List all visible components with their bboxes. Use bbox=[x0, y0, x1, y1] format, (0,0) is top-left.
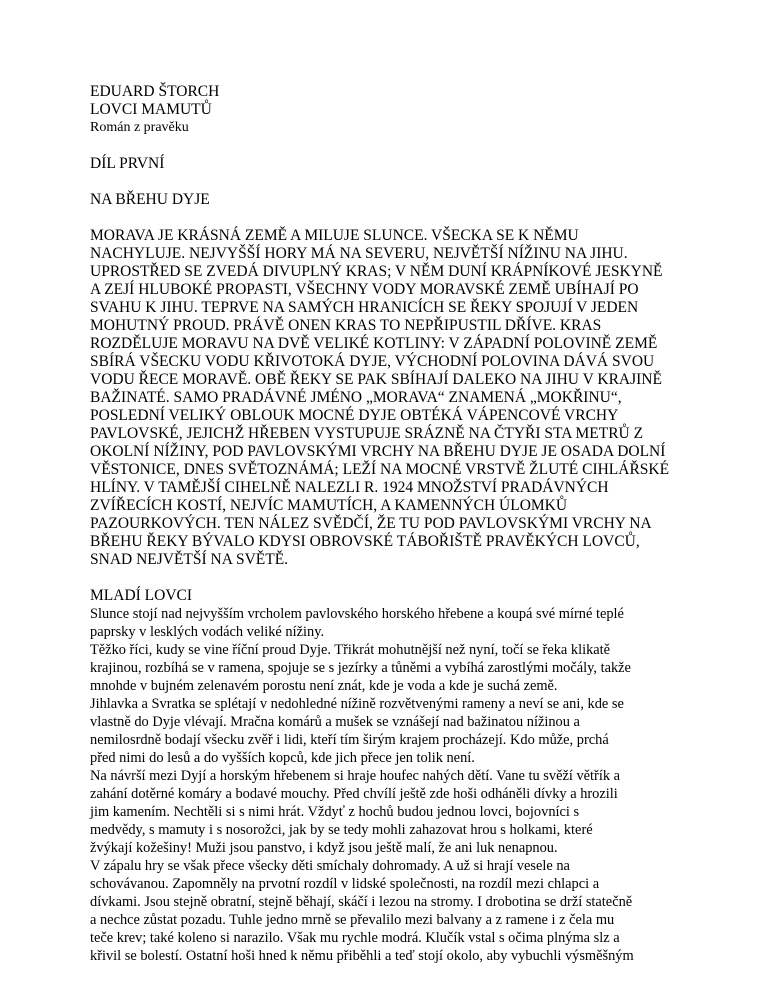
body-line: V zápalu hry se však přece všecky děti smíchaly dohromady. A už si hrají vesele na bbox=[90, 858, 570, 874]
intro-line: BAŽINATÉ. SAMO PRADÁVNÉ JMÉNO „MORAVA“ ZNAMENÁ „MOKŘINU“, bbox=[90, 389, 622, 406]
chapter-heading: NA BŘEHU DYJE bbox=[90, 191, 210, 208]
intro-line: PAVLOVSKÉ, JEJICHŽ HŘEBEN VYSTUPUJE SRÁZNĚ NA ČTYŘI STA METRŮ Z bbox=[90, 425, 644, 442]
body-line: před nimi do lesů a do vyšších kopců, kde jich přece jen tolik není. bbox=[90, 750, 475, 766]
body-line: Na návrší mezi Dyjí a horským hřebenem si hraje houfec nahých dětí. Vane tu svěží větřík a bbox=[90, 768, 621, 784]
body-line: dívkami. Jsou stejně obratní, stejně běhají, skáčí i lezou na stromy. I drobotina se drží statečně bbox=[90, 894, 633, 910]
intro-line: VĚSTONICE, DNES SVĚTOZNÁMÁ; LEŽÍ NA MOCNÉ VRSTVĚ ŽLUTÉ CIHLÁŘSKÉ bbox=[90, 461, 670, 478]
intro-line: NACHYLUJE. NEJVYŠŠÍ HORY MÁ NA SEVERU, NEJVĚTŠÍ NÍŽINU NA JIHU. bbox=[90, 245, 628, 262]
intro-line: ROZDĚLUJE MORAVU NA DVĚ VELIKÉ KOTLINY: V ZÁPADNÍ POLOVINĚ ZEMĚ bbox=[90, 335, 658, 352]
body-line: Jihlavka a Svratka se splétají v nedohledné nížině rozvětvenými rameny a neví se ani, kde se bbox=[90, 696, 624, 712]
intro-line: SVAHU K JIHU. TEPRVE NA SAMÝCH HRANICÍCH SE ŘEKY SPOJUJÍ V JEDEN bbox=[90, 299, 639, 316]
body-line: Těžko říci, kudy se vine říční proud Dyje. Třikrát mohutnější než nyní, točí se řeka klikatě bbox=[90, 642, 611, 658]
intro-line: VODU ŘECE MORAVĚ. OBĚ ŘEKY SE PAK SBÍHAJÍ DALEKO NA JIHU V KRAJINĚ bbox=[90, 371, 662, 388]
book-title: LOVCI MAMUTŮ bbox=[90, 101, 212, 118]
intro-line: MOHUTNÝ PROUD. PRÁVĚ ONEN KRAS TO NEPŘIPUSTIL DŘÍVE. KRAS bbox=[90, 317, 602, 334]
intro-line: UPROSTŘED SE ZVEDÁ DIVUPLNÝ KRAS; V NĚM DUNÍ KRÁPNÍKOVÉ JESKYNĚ bbox=[90, 263, 663, 280]
intro-line: A ZEJÍ HLUBOKÉ PROPASTI, VŠECHNY VODY MORAVSKÉ ZEMĚ UBÍHAJÍ PO bbox=[90, 281, 639, 298]
intro-line: OKOLNÍ NÍŽINY, POD PAVLOVSKÝMI VRCHY NA BŘEHU DYJE JE OSADA DOLNÍ bbox=[90, 443, 666, 460]
intro-line: SBÍRÁ VŠECKU VODU KŘIVOTOKÁ DYJE, VÝCHODNÍ POLOVINA DÁVÁ SVOU bbox=[90, 353, 655, 370]
intro-line: HLÍNY. V TAMĚJŠÍ CIHELNĚ NALEZLI R. 1924 MNOŽSTVÍ PRADÁVNÝCH bbox=[90, 479, 609, 496]
body-line: krajinou, rozbíhá se v ramena, spojuje se s jezírky a tůněmi a vybíhá zarostlými močály, takže bbox=[90, 660, 631, 676]
intro-paragraph bbox=[90, 227, 690, 569]
intro-line: POSLEDNÍ VELIKÝ OBLOUK MOCNÉ DYJE OBTÉKÁ VÁPENCOVÉ VRCHY bbox=[90, 407, 619, 424]
intro-line: ZVÍŘECÍCH KOSTÍ, NEJVÍC MAMUTÍCH, A KAMENNÝCH ÚLOMKŮ bbox=[90, 497, 568, 514]
intro-line: SNAD NEJVĚTŠÍ NA SVĚTĚ. bbox=[90, 551, 289, 568]
body-line: a nechce zůstat pozadu. Tuhle jedno mrně se převalilo mezi balvany a z ramene i z čela mu bbox=[90, 912, 615, 928]
part-heading: DÍL PRVNÍ bbox=[90, 155, 165, 172]
body-line: křivil se bolestí. Ostatní hoši hned k němu přiběhli a teď stojí okolo, aby vybuchli výsměšným bbox=[90, 948, 634, 964]
intro-line: BŘEHU ŘEKY BÝVALO KDYSI OBROVSKÉ TÁBOŘIŠTĚ PRAVĚKÝCH LOVCŮ, bbox=[90, 533, 640, 550]
body-line: teče krev; také koleno si narazilo. Však mu rychle modrá. Klučík vstal s očima plnýma slz a bbox=[90, 930, 620, 946]
body-line: vlastně do Dyje vlévají. Mračna komárů a mušek se vznášejí nad bažinatou nížinou a bbox=[90, 714, 580, 730]
body-line: nemilosrdně bodají všecku zvěř i lidi, kteří tím širým krajem procházejí. Kdo může, prchá bbox=[90, 732, 609, 748]
body-line: mnohde v bujném zelenavém porostu není znát, kde je voda a kde je suchá země. bbox=[90, 678, 558, 694]
body-line: žvýkají kožešiny! Muži jsou panstvo, i když jsou ještě malí, že ani luk nenapnou. bbox=[90, 840, 558, 856]
document-page bbox=[90, 83, 690, 965]
body-line: zahání dotěrné komáry a bodavé mouchy. Před chvílí ještě zde hoši odháněli dívky a hrozili bbox=[90, 786, 618, 802]
body-line: Slunce stojí nad nejvyšším vrcholem pavlovského horského hřebene a koupá své mírné teplé bbox=[90, 606, 624, 622]
body-line: jim kamením. Nechtěli si s nimi hrát. Vždyť z hochů budou jednou lovci, bojovníci s bbox=[90, 804, 580, 820]
body-paragraph bbox=[90, 605, 690, 965]
body-line: schovávanou. Zapomněly na prvotní rozdíl v lidské společnosti, na rozdíl mezi chlapci a bbox=[90, 876, 600, 892]
body-line: medvědy, s mamuty i s nosorožci, jak by se tedy mohli zahazovat hrou s holkami, které bbox=[90, 822, 593, 838]
body-line: paprsky v lesklých vodách veliké nížiny. bbox=[90, 624, 325, 640]
section-heading: MLADÍ LOVCI bbox=[90, 587, 193, 604]
intro-line: MORAVA JE KRÁSNÁ ZEMĚ A MILUJE SLUNCE. VŠECKA SE K NĚMU bbox=[90, 227, 579, 244]
book-subtitle: Román z pravěku bbox=[90, 120, 189, 135]
intro-line: PAZOURKOVÝCH. TEN NÁLEZ SVĚDČÍ, ŽE TU POD PAVLOVSKÝMI VRCHY NA bbox=[90, 515, 652, 532]
author-name: EDUARD ŠTORCH bbox=[90, 83, 220, 100]
